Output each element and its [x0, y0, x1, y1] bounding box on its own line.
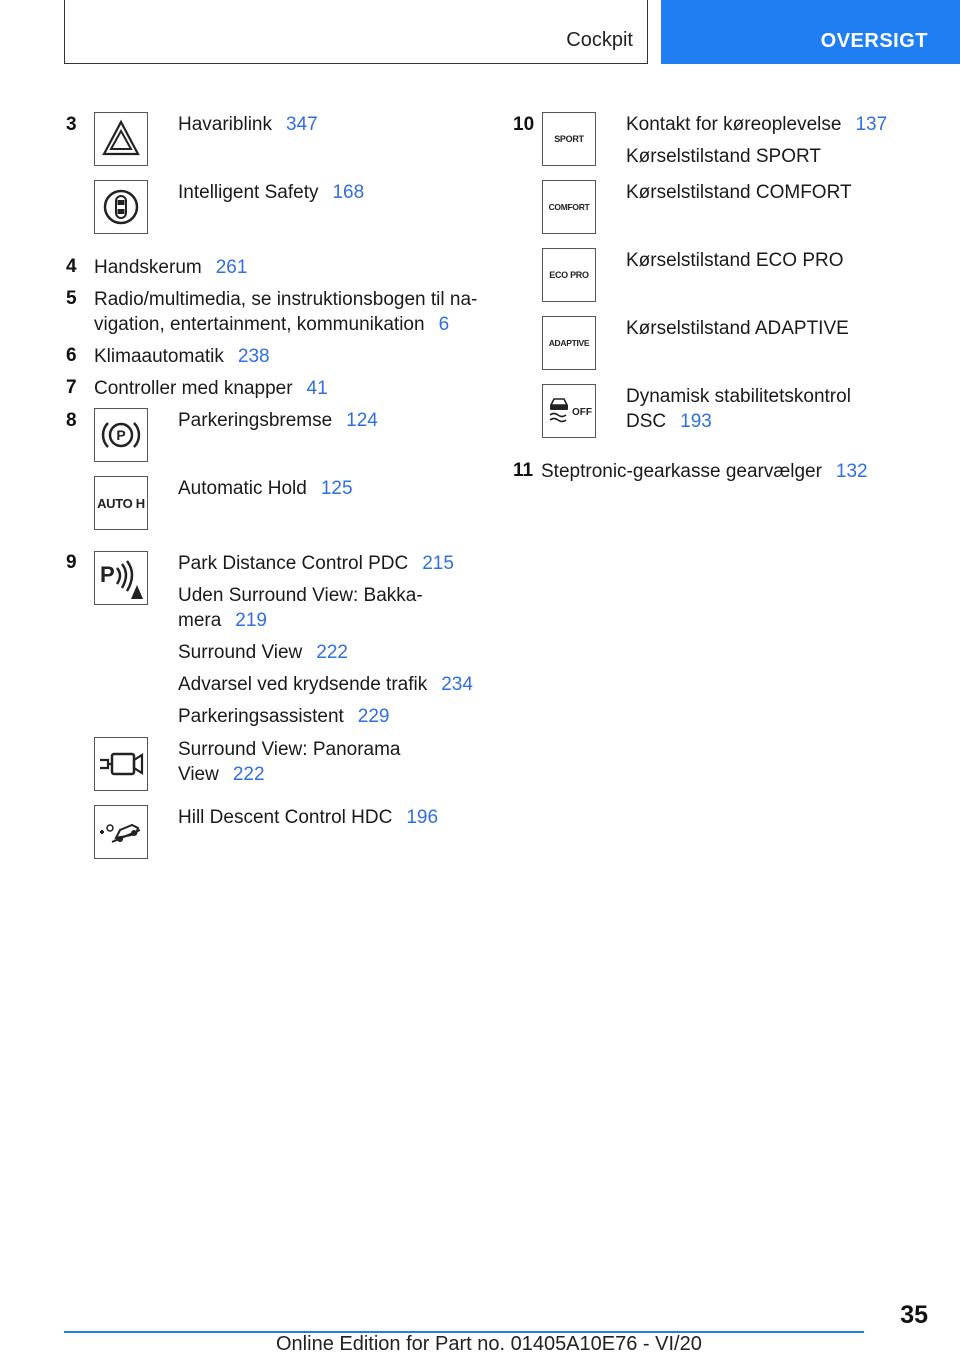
icon-label: ECO PRO [549, 270, 589, 280]
list-item [626, 180, 852, 205]
item-label-line: Surround View: Panorama [178, 739, 401, 760]
page-link[interactable]: 261 [215, 257, 248, 278]
item-label: Parkeringsassistent [178, 706, 344, 727]
list-item [626, 248, 844, 273]
dsc-off-icon [542, 384, 596, 438]
item-number: 10 [513, 114, 535, 135]
page-link[interactable]: 234 [441, 674, 473, 695]
item-number: 6 [66, 345, 77, 366]
adaptive-mode-icon [542, 316, 596, 370]
item-number: 9 [66, 552, 77, 573]
list-item [178, 737, 401, 787]
list-item [178, 112, 318, 137]
page-number: 35 [900, 1301, 928, 1329]
svg-text:P: P [116, 427, 126, 443]
page-link[interactable]: 6 [438, 314, 450, 335]
icon-label: ADAPTIVE [548, 338, 590, 348]
page-link[interactable]: 132 [835, 461, 868, 482]
icon-label: COMFORT [548, 202, 590, 212]
eco-pro-mode-icon [542, 248, 596, 302]
page-link[interactable]: 215 [422, 553, 454, 574]
item-label: Kontakt for køreoplevelse [626, 114, 842, 135]
item-label: Automatic Hold [178, 478, 307, 499]
overview-tab[interactable] [661, 0, 960, 64]
item-label: Intelligent Safety [178, 182, 319, 203]
overview-tab-label: OVERSIGT [820, 30, 928, 52]
page-link[interactable]: 124 [346, 410, 378, 431]
page-link[interactable]: 137 [855, 114, 888, 135]
list-item [94, 255, 247, 280]
camera-icon [94, 737, 148, 791]
parking-brake-icon [94, 408, 148, 462]
sport-mode-icon [542, 112, 596, 166]
list-item [94, 287, 477, 337]
item-number: 5 [66, 288, 77, 309]
item-label: Kørselstilstand ECO PRO [626, 250, 844, 271]
item-number: 3 [66, 114, 77, 135]
list-item [178, 476, 353, 501]
page-link[interactable]: 219 [235, 610, 267, 631]
page-link[interactable]: 168 [332, 182, 365, 203]
item-label: Controller med knapper [94, 378, 293, 399]
item-label: Kørselstilstand ADAPTIVE [626, 318, 849, 339]
list-item [178, 704, 390, 729]
icon-label: OFF [572, 407, 592, 418]
page-link[interactable]: 222 [316, 642, 348, 663]
page-link[interactable]: 193 [680, 411, 712, 432]
list-item [178, 672, 473, 697]
item-number: 8 [66, 410, 77, 431]
item-label-line: Uden Surround View: Bakka‐ [178, 585, 423, 606]
list-item [626, 384, 851, 434]
list-item [94, 344, 270, 369]
item-label-line: Dynamisk stabilitetskontrol [626, 386, 851, 407]
list-item [178, 805, 438, 830]
auto-hold-icon [94, 476, 148, 530]
page-link[interactable]: 347 [285, 114, 318, 135]
item-label: Hill Descent Control HDC [178, 807, 393, 828]
page-link[interactable]: 229 [357, 706, 390, 727]
page-link[interactable]: 196 [406, 807, 439, 828]
list-item [178, 640, 348, 665]
hazard-warning-icon [94, 112, 148, 166]
item-label: Klimaautomatik [94, 346, 224, 367]
list-item [626, 316, 849, 341]
item-label-line: vigation, entertainment, kommunikation [94, 314, 425, 335]
page-link[interactable]: 238 [237, 346, 270, 367]
item-label-line: View [178, 764, 219, 785]
item-label: Handskerum [94, 257, 202, 278]
page-link[interactable]: 125 [320, 478, 353, 499]
hill-descent-icon [94, 805, 148, 859]
item-label: Kørselstilstand COMFORT [626, 182, 852, 203]
list-item [541, 459, 868, 484]
item-label: Advarsel ved krydsende trafik [178, 674, 428, 695]
list-item [626, 144, 821, 169]
list-item [178, 180, 364, 205]
svg-text:P: P [100, 562, 115, 587]
header-section-box [64, 0, 648, 64]
page-link[interactable]: 222 [232, 764, 265, 785]
item-label: Havariblink [178, 114, 272, 135]
item-number: 4 [66, 256, 77, 277]
list-item [178, 583, 423, 633]
item-number: 11 [513, 460, 534, 481]
section-title: Cockpit [566, 29, 633, 51]
list-item [626, 112, 887, 137]
item-label: Park Distance Control PDC [178, 553, 409, 574]
item-label: Steptronic-gearkasse gearvælger [541, 461, 822, 482]
intelligent-safety-icon [94, 180, 148, 234]
item-label: Kørselstilstand SPORT [626, 146, 821, 167]
item-label-line: DSC [626, 411, 667, 432]
list-item [94, 376, 328, 401]
item-number: 7 [66, 377, 77, 398]
comfort-mode-icon [542, 180, 596, 234]
footer-edition: Online Edition for Part no. 01405A10E76 - VI/20 [276, 1333, 702, 1355]
page-link[interactable]: 41 [306, 378, 328, 399]
item-label: Parkeringsbremse [178, 410, 333, 431]
list-item [178, 551, 454, 576]
icon-label: AUTO H [97, 495, 145, 511]
list-item [178, 408, 378, 433]
item-label-line: Radio/multimedia, se instruktionsbogen til na‐ [94, 289, 478, 310]
icon-label: SPORT [554, 134, 584, 144]
item-label: Surround View [178, 642, 303, 663]
park-distance-control-icon [94, 551, 148, 605]
item-label-line: mera [178, 610, 222, 631]
